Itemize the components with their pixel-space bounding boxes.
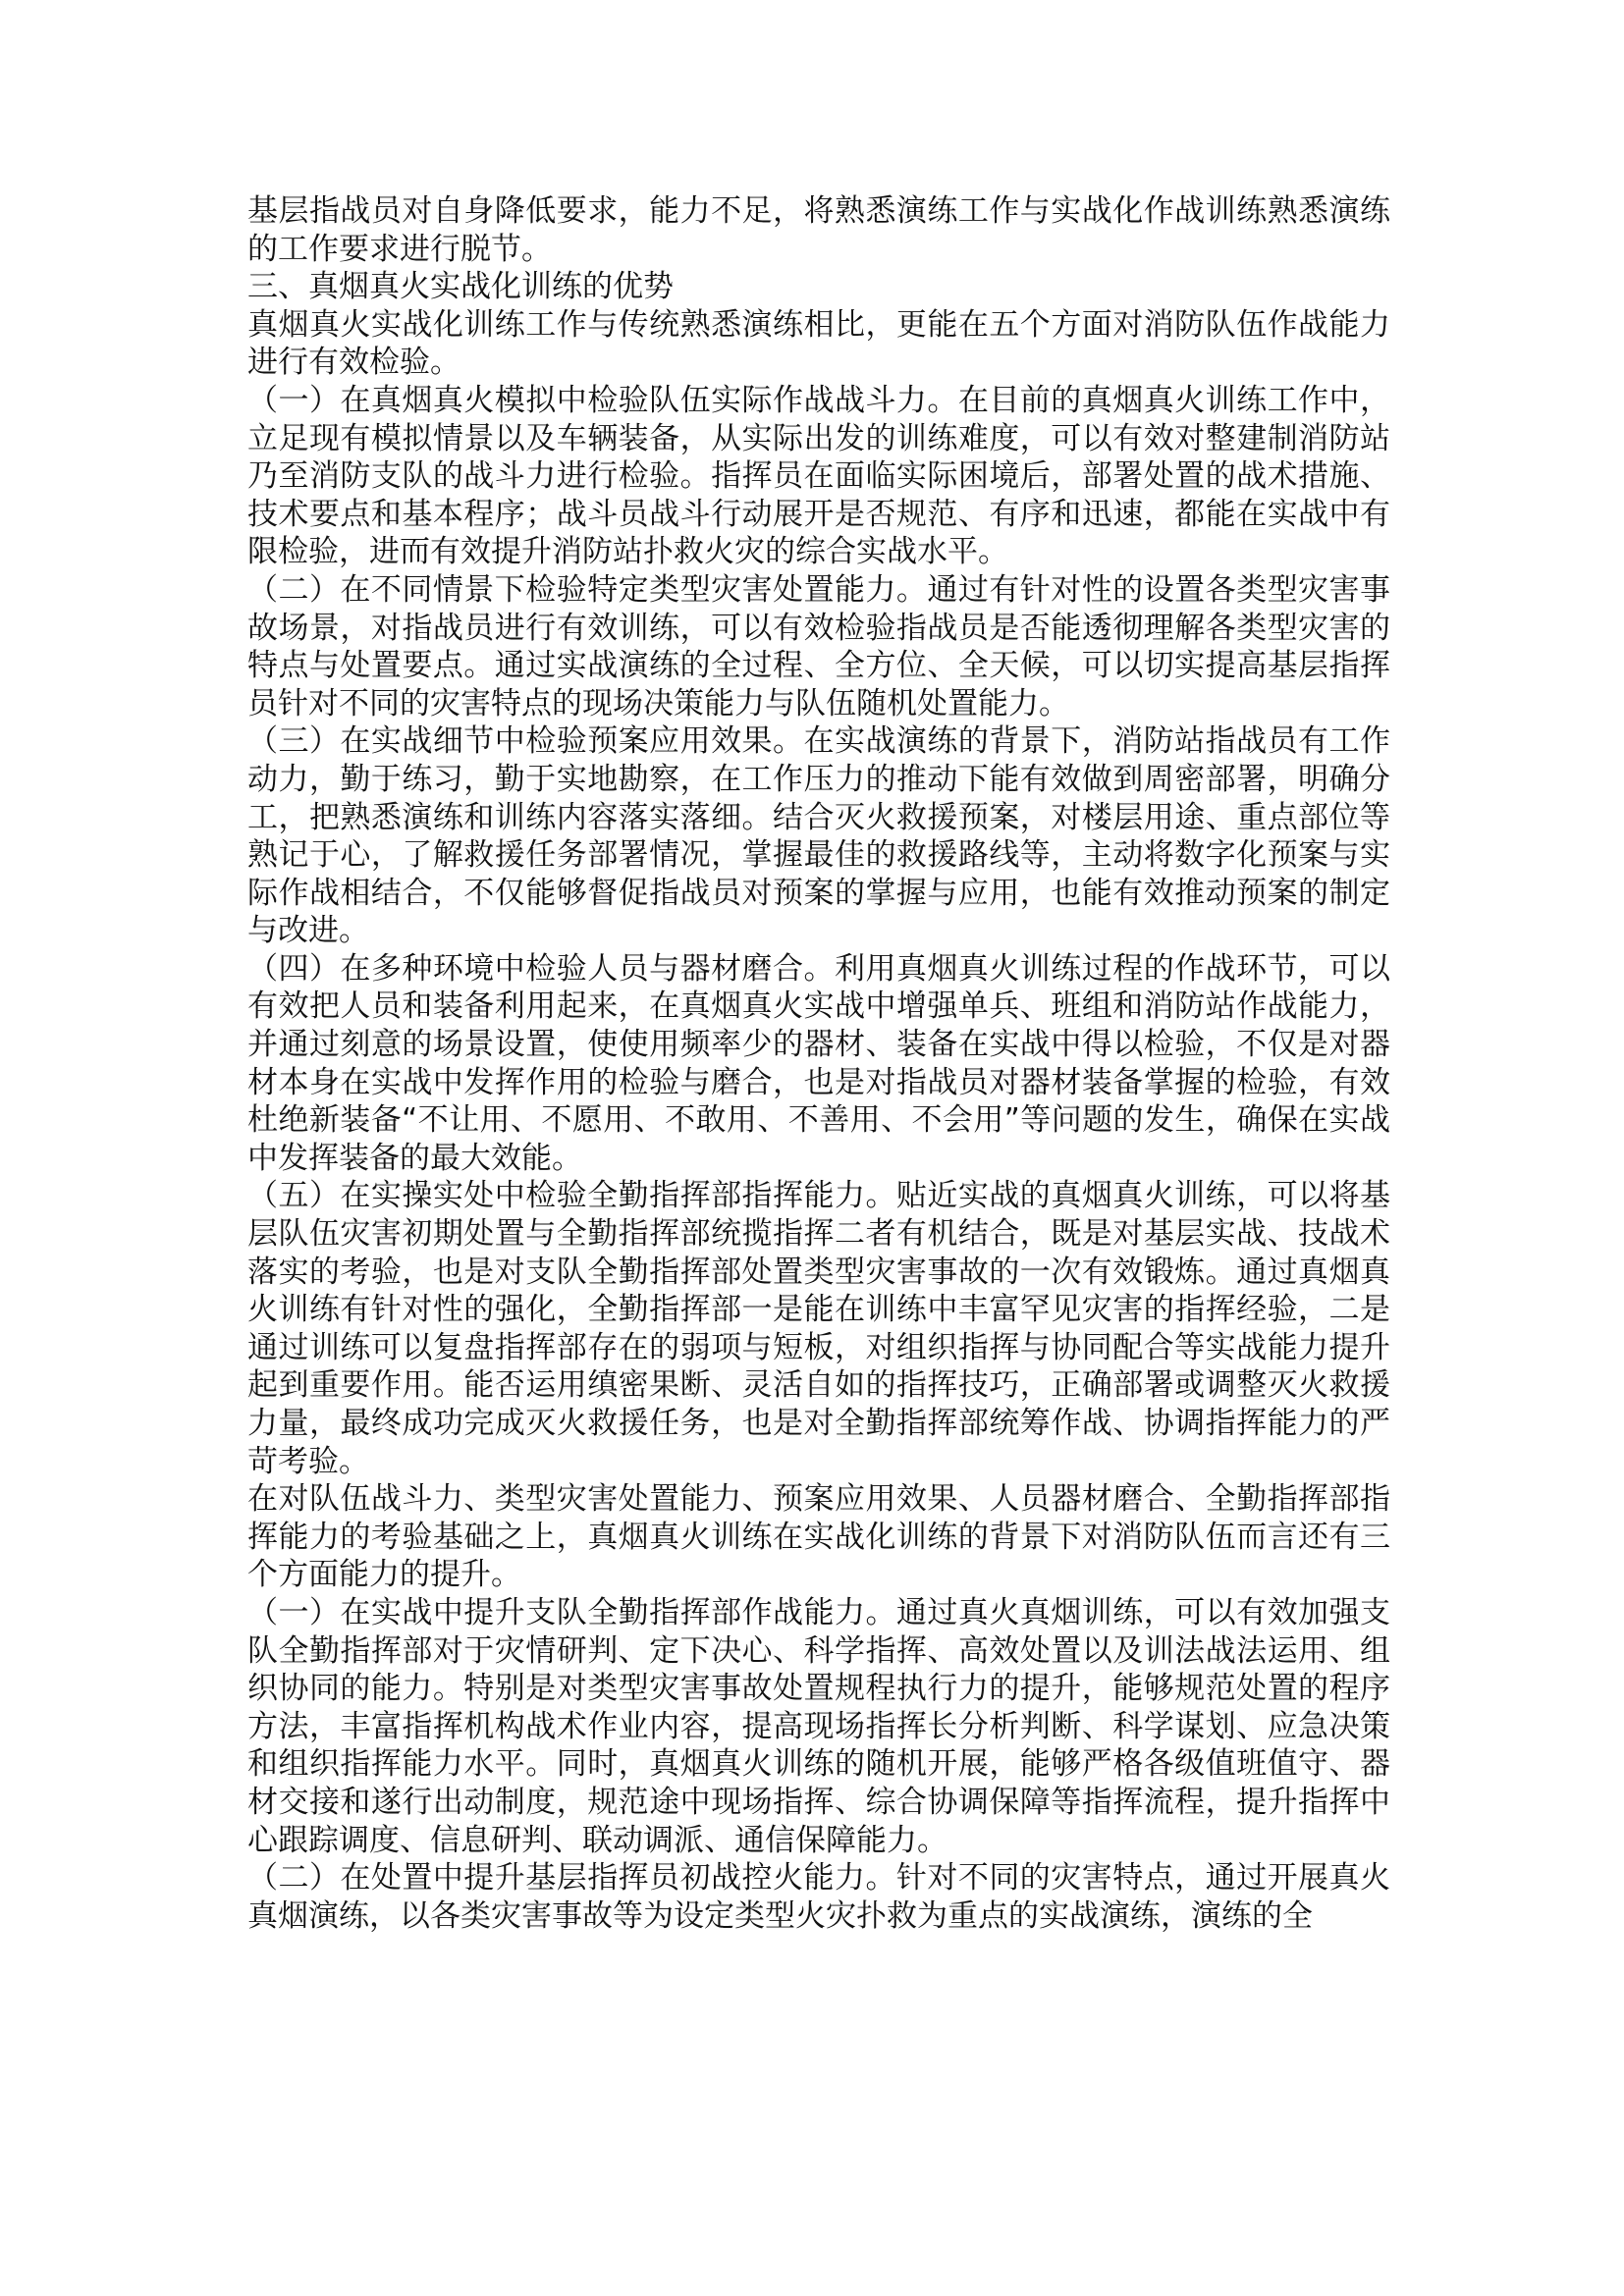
paragraph-item-4: （四）在多种环境中检验人员与器材磨合。利用真烟真火训练过程的作战环节，可以有效把人员和装备利用起来，在真烟真火实战中增强单兵、班组和消防站作战能力，并通过刻意的场景设置，使使用频率少的器材、装备在实战中得以检验，不仅是对器材本身在实战中发挥作用的检验与磨合，也是对指战员对器材装备掌握的检验，有效杜绝新装备“不让用、不愿用、不敢用、不善用、不会用”等问题的发生，确保在实战中发挥装备的最大效能。 [247,950,1390,1176]
section-heading: 三、真烟真火实战化训练的优势 [247,269,674,305]
paragraph-improvement-1: （一）在实战中提升支队全勤指挥部作战能力。通过真火真烟训练，可以有效加强支队全勤指挥部对于灾情研判、定下决心、科学指挥、高效处置以及训法战法运用、组织协同的能力。特别是对类型灾害事故处置规程执行力的提升，能够规范处置的程序方法，丰富指挥机构战术作业内容，提高现场指挥长分析判断、科学谋划、应急决策和组织指挥能力水平。同时，真烟真火训练的随机开展，能够严格各级值班值守、器材交接和遂行出动制度，规范途中现场指挥、综合协调保障等指挥流程，提升指挥中心跟踪调度、信息研判、联动调派、通信保障能力。 [247,1594,1390,1858]
paragraph-item-5: （五）在实操实处中检验全勤指挥部指挥能力。贴近实战的真烟真火训练，可以将基层队伍灾害初期处置与全勤指挥部统揽指挥二者有机结合，既是对基层实战、技战术落实的考验，也是对支队全勤指挥部处置类型灾害事故的一次有效锻炼。通过真烟真火训练有针对性的强化，全勤指挥部一是能在训练中丰富罕见灾害的指挥经验，二是通过训练可以复盘指挥部存在的弱项与短板，对组织指挥与协同配合等实战能力提升起到重要作用。能否运用缜密果断、灵活自如的指挥技巧，正确部署或调整灭火救援力量，最终成功完成灭火救援任务，也是对全勤指挥部统筹作战、协调指挥能力的严苛考验。 [247,1178,1390,1479]
document-body [247,192,1390,1935]
paragraph-transition: 在对队伍战斗力、类型灾害处置能力、预案应用效果、人员器材磨合、全勤指挥部指挥能力的考验基础之上，真烟真火训练在实战化训练的背景下对消防队伍而言还有三个方面能力的提升。 [247,1481,1390,1593]
paragraph-intro: 真烟真火实战化训练工作与传统熟悉演练相比，更能在五个方面对消防队伍作战能力进行有效检验。 [247,306,1390,381]
paragraph-item-1: （一）在真烟真火模拟中检验队伍实际作战战斗力。在目前的真烟真火训练工作中，立足现有模拟情景以及车辆装备，从实际出发的训练难度，可以有效对整建制消防站乃至消防支队的战斗力进行检验。指挥员在面临实际困境后，部署处置的战术措施、技术要点和基本程序；战斗员战斗行动展开是否规范、有序和迅速，都能在实战中有限检验，进而有效提升消防站扑救火灾的综合实战水平。 [247,382,1390,570]
paragraph-item-2: （二）在不同情景下检验特定类型灾害处置能力。通过有针对性的设置各类型灾害事故场景，对指战员进行有效训练，可以有效检验指战员是否能透彻理解各类型灾害的特点与处置要点。通过实战演练的全过程、全方位、全天候，可以切实提高基层指挥员针对不同的灾害特点的现场决策能力与队伍随机处置能力。 [247,571,1390,721]
paragraph-continuation: 基层指战员对自身降低要求，能力不足，将熟悉演练工作与实战化作战训练熟悉演练的工作要求进行脱节。 [247,193,1390,267]
paragraph-improvement-2: （二）在处置中提升基层指挥员初战控火能力。针对不同的灾害特点，通过开展真火真烟演练，以各类灾害事故等为设定类型火灾扑救为重点的实战演练，演练的全 [247,1860,1390,1934]
paragraph-item-3: （三）在实战细节中检验预案应用效果。在实战演练的背景下，消防站指战员有工作动力，勤于练习，勤于实地勘察，在工作压力的推动下能有效做到周密部署，明确分工，把熟悉演练和训练内容落实落细。结合灭火救援预案，对楼层用途、重点部位等熟记于心，了解救援任务部署情况，掌握最佳的救援路线等，主动将数字化预案与实际作战相结合，不仅能够督促指战员对预案的掌握与应用，也能有效推动预案的制定与改进。 [247,723,1390,949]
